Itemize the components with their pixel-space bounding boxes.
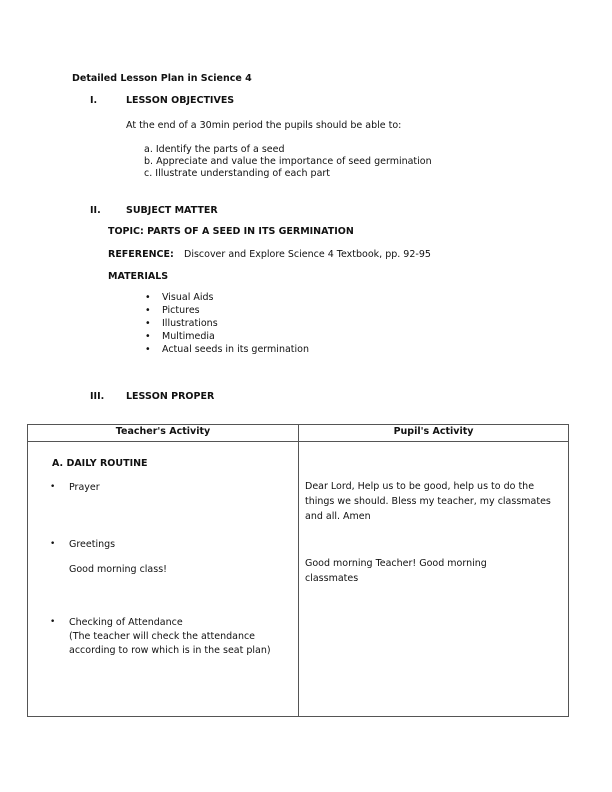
pupil-activity-cell <box>299 442 569 717</box>
attendance-note: (The teacher will check the attendance according to row which is in the seat plan) <box>69 631 271 656</box>
section-3-heading: LESSON PROPER <box>126 391 215 402</box>
section-1-heading: LESSON OBJECTIVES <box>126 95 235 106</box>
reference-label: REFERENCE: <box>108 249 174 260</box>
bullet-icon: • <box>145 344 151 355</box>
prayer-response: Dear Lord, Help us to be good, help us to do the things we should. Bless my teacher, my classmates and all. Amen <box>305 481 551 522</box>
materials-heading: MATERIALS <box>108 271 169 282</box>
bullet-icon: • <box>50 539 56 549</box>
bullet-icon: • <box>145 318 151 329</box>
bullet-icon: • <box>50 617 56 627</box>
daily-routine-heading: A. DAILY ROUTINE <box>52 458 148 469</box>
section-3-number: III. <box>90 391 105 402</box>
bullet-icon: • <box>145 331 151 342</box>
bullet-icon: • <box>50 482 56 492</box>
table-header-row <box>28 425 569 442</box>
objective-item: a. Identify the parts of a seed <box>144 144 285 155</box>
activity-table <box>27 424 569 717</box>
bullet-icon: • <box>145 305 151 316</box>
objective-item: c. Illustrate understanding of each part <box>144 168 331 179</box>
material-item: Multimedia <box>162 331 215 342</box>
material-item: Illustrations <box>162 318 218 329</box>
teacher-activity-cell <box>28 442 299 717</box>
teacher-activity-header: Teacher's Activity <box>28 425 299 442</box>
reference-value: Discover and Explore Science 4 Textbook, pp. 92-95 <box>184 249 431 260</box>
attendance-item: Checking of Attendance <box>69 617 183 628</box>
bullet-icon: • <box>145 292 151 303</box>
material-item: Actual seeds in its germination <box>162 344 309 355</box>
section-1-number: I. <box>90 95 98 106</box>
prayer-item: Prayer <box>69 482 100 493</box>
pupil-activity-header: Pupil's Activity <box>299 425 569 442</box>
greeting-line: Good morning class! <box>69 564 167 575</box>
section-2-heading: SUBJECT MATTER <box>126 205 218 216</box>
greetings-item: Greetings <box>69 539 116 550</box>
section-2-number: II. <box>90 205 101 216</box>
table-row <box>28 442 569 717</box>
lesson-plan-title: Detailed Lesson Plan in Science 4 <box>72 73 252 84</box>
objective-item: b. Appreciate and value the importance of seed germination <box>144 156 432 167</box>
greeting-response: Good morning Teacher! Good morning classmates <box>305 558 487 584</box>
topic-line: TOPIC: PARTS OF A SEED IN ITS GERMINATION <box>108 226 354 237</box>
material-item: Pictures <box>162 305 200 316</box>
material-item: Visual Aids <box>162 292 214 303</box>
objectives-intro: At the end of a 30min period the pupils should be able to: <box>126 120 402 131</box>
